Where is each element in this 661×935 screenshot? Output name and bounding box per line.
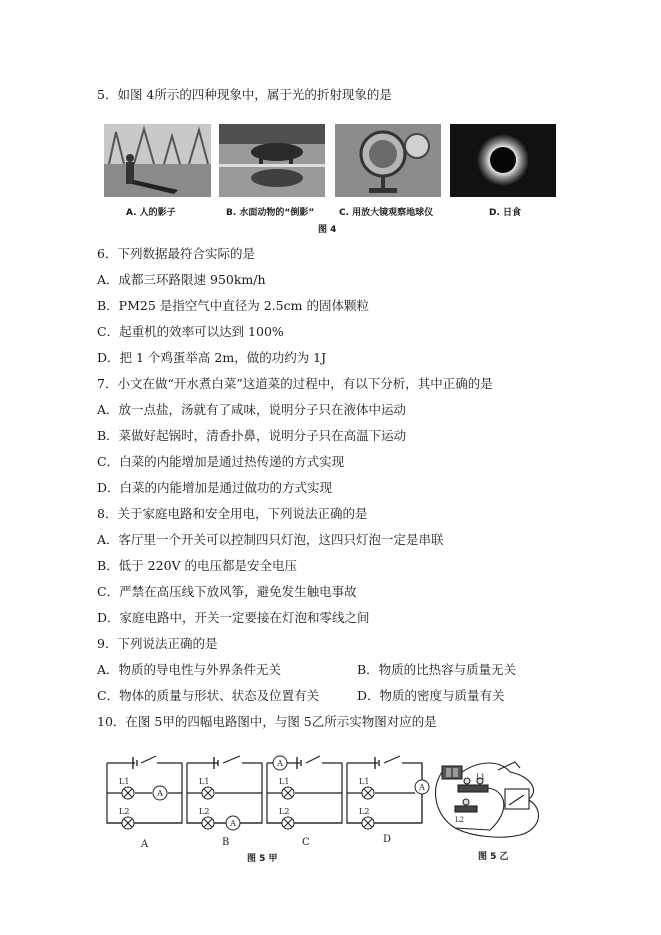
physical-circuit [436, 762, 539, 837]
figure-5b-label: 图 5 乙 [478, 852, 509, 862]
physical-lamp-label-l1: L1 [476, 773, 486, 781]
circuit-letter-a: A [141, 839, 149, 850]
q10-stem: 10．在图 5甲的四幅电路图中，与图 5乙所示实物图对应的是 [97, 714, 437, 729]
ammeter-letter: A [277, 759, 283, 768]
caption-a: A. 人的影子 [126, 208, 176, 218]
q9-stem: 9．下列说法正确的是 [97, 636, 218, 651]
q9-option-a: A．物质的导电性与外界条件无关 [97, 662, 282, 677]
q6-stem: 6．下列数据最符合实际的是 [97, 246, 255, 261]
q8-option-c: C．严禁在高压线下放风筝，避免发生触电事故 [97, 584, 357, 599]
lamp-label-l1: L1 [359, 777, 370, 786]
q9-option-c: C．物体的质量与形状、状态及位置有关 [97, 688, 320, 703]
circuit-letter-d: D [383, 834, 392, 845]
q6-option-a: A．成都三环路限速 950km/h [97, 272, 266, 287]
figure-4-label: 图 4 [318, 225, 337, 235]
circuit-letters [140, 834, 391, 850]
q7-option-d: D．白菜的内能增加是通过做功的方式实现 [97, 480, 333, 495]
q6-option-b: B．PM25 是指空气中直径为 2.5cm 的固体颗粒 [97, 298, 369, 313]
q8-option-a: A．客厅里一个开关可以控制四只灯泡，这四只灯泡一定是串联 [97, 532, 444, 547]
caption-d: D. 日食 [489, 208, 522, 218]
lamp-label-l2: L2 [199, 807, 210, 816]
q6-option-d: D．把 1 个鸡蛋举高 2m，做的功约为 1J [97, 350, 327, 365]
lamp-label-l2: L2 [279, 807, 290, 816]
q7-option-c: C．白菜的内能增加是通过热传递的方式实现 [97, 454, 345, 469]
ammeter-letter: A [157, 789, 163, 798]
circuit-letter-b: B [222, 837, 230, 848]
ammeter-letter: A [230, 819, 236, 828]
lamp-label-l2: L2 [119, 807, 130, 816]
circuit-letter-c: C [302, 837, 310, 848]
caption-c: C. 用放大镜观察地球仪 [339, 208, 434, 218]
q5-stem: 5．如图 4所示的四种现象中，属于光的折射现象的是 [97, 87, 392, 102]
lamp-label-l2: L2 [359, 807, 370, 816]
ammeter-letter: A [419, 783, 425, 792]
figure-5a-label: 图 5 甲 [247, 854, 278, 864]
q8-stem: 8．关于家庭电路和安全用电，下列说法正确的是 [97, 506, 368, 521]
q9-option-d: D．物质的密度与质量有关 [357, 688, 505, 703]
lamp-label-l1: L1 [119, 777, 130, 786]
lamp-label-l1: L1 [279, 777, 290, 786]
lamp-label-l1: L1 [199, 777, 210, 786]
q8-option-d: D．家庭电路中，开关一定要接在灯泡和零线之间 [97, 610, 370, 625]
physical-lamp-label-l2: L2 [455, 816, 465, 824]
q8-option-b: B．低于 220V 的电压都是安全电压 [97, 558, 298, 573]
q7-option-a: A．放一点盐，汤就有了咸味，说明分子只在液体中运动 [97, 402, 407, 417]
q9-option-b: B．物质的比热容与质量无关 [357, 662, 517, 677]
q7-stem: 7．小文在做“开水煮白菜”这道菜的过程中，有以下分析，其中正确的是 [97, 376, 493, 391]
q6-option-c: C．起重机的效率可以达到 100% [97, 324, 284, 339]
caption-b: B. 水面动物的“倒影” [226, 208, 315, 218]
q7-option-b: B．菜做好起锅时，清香扑鼻，说明分子只在高温下运动 [97, 428, 407, 443]
